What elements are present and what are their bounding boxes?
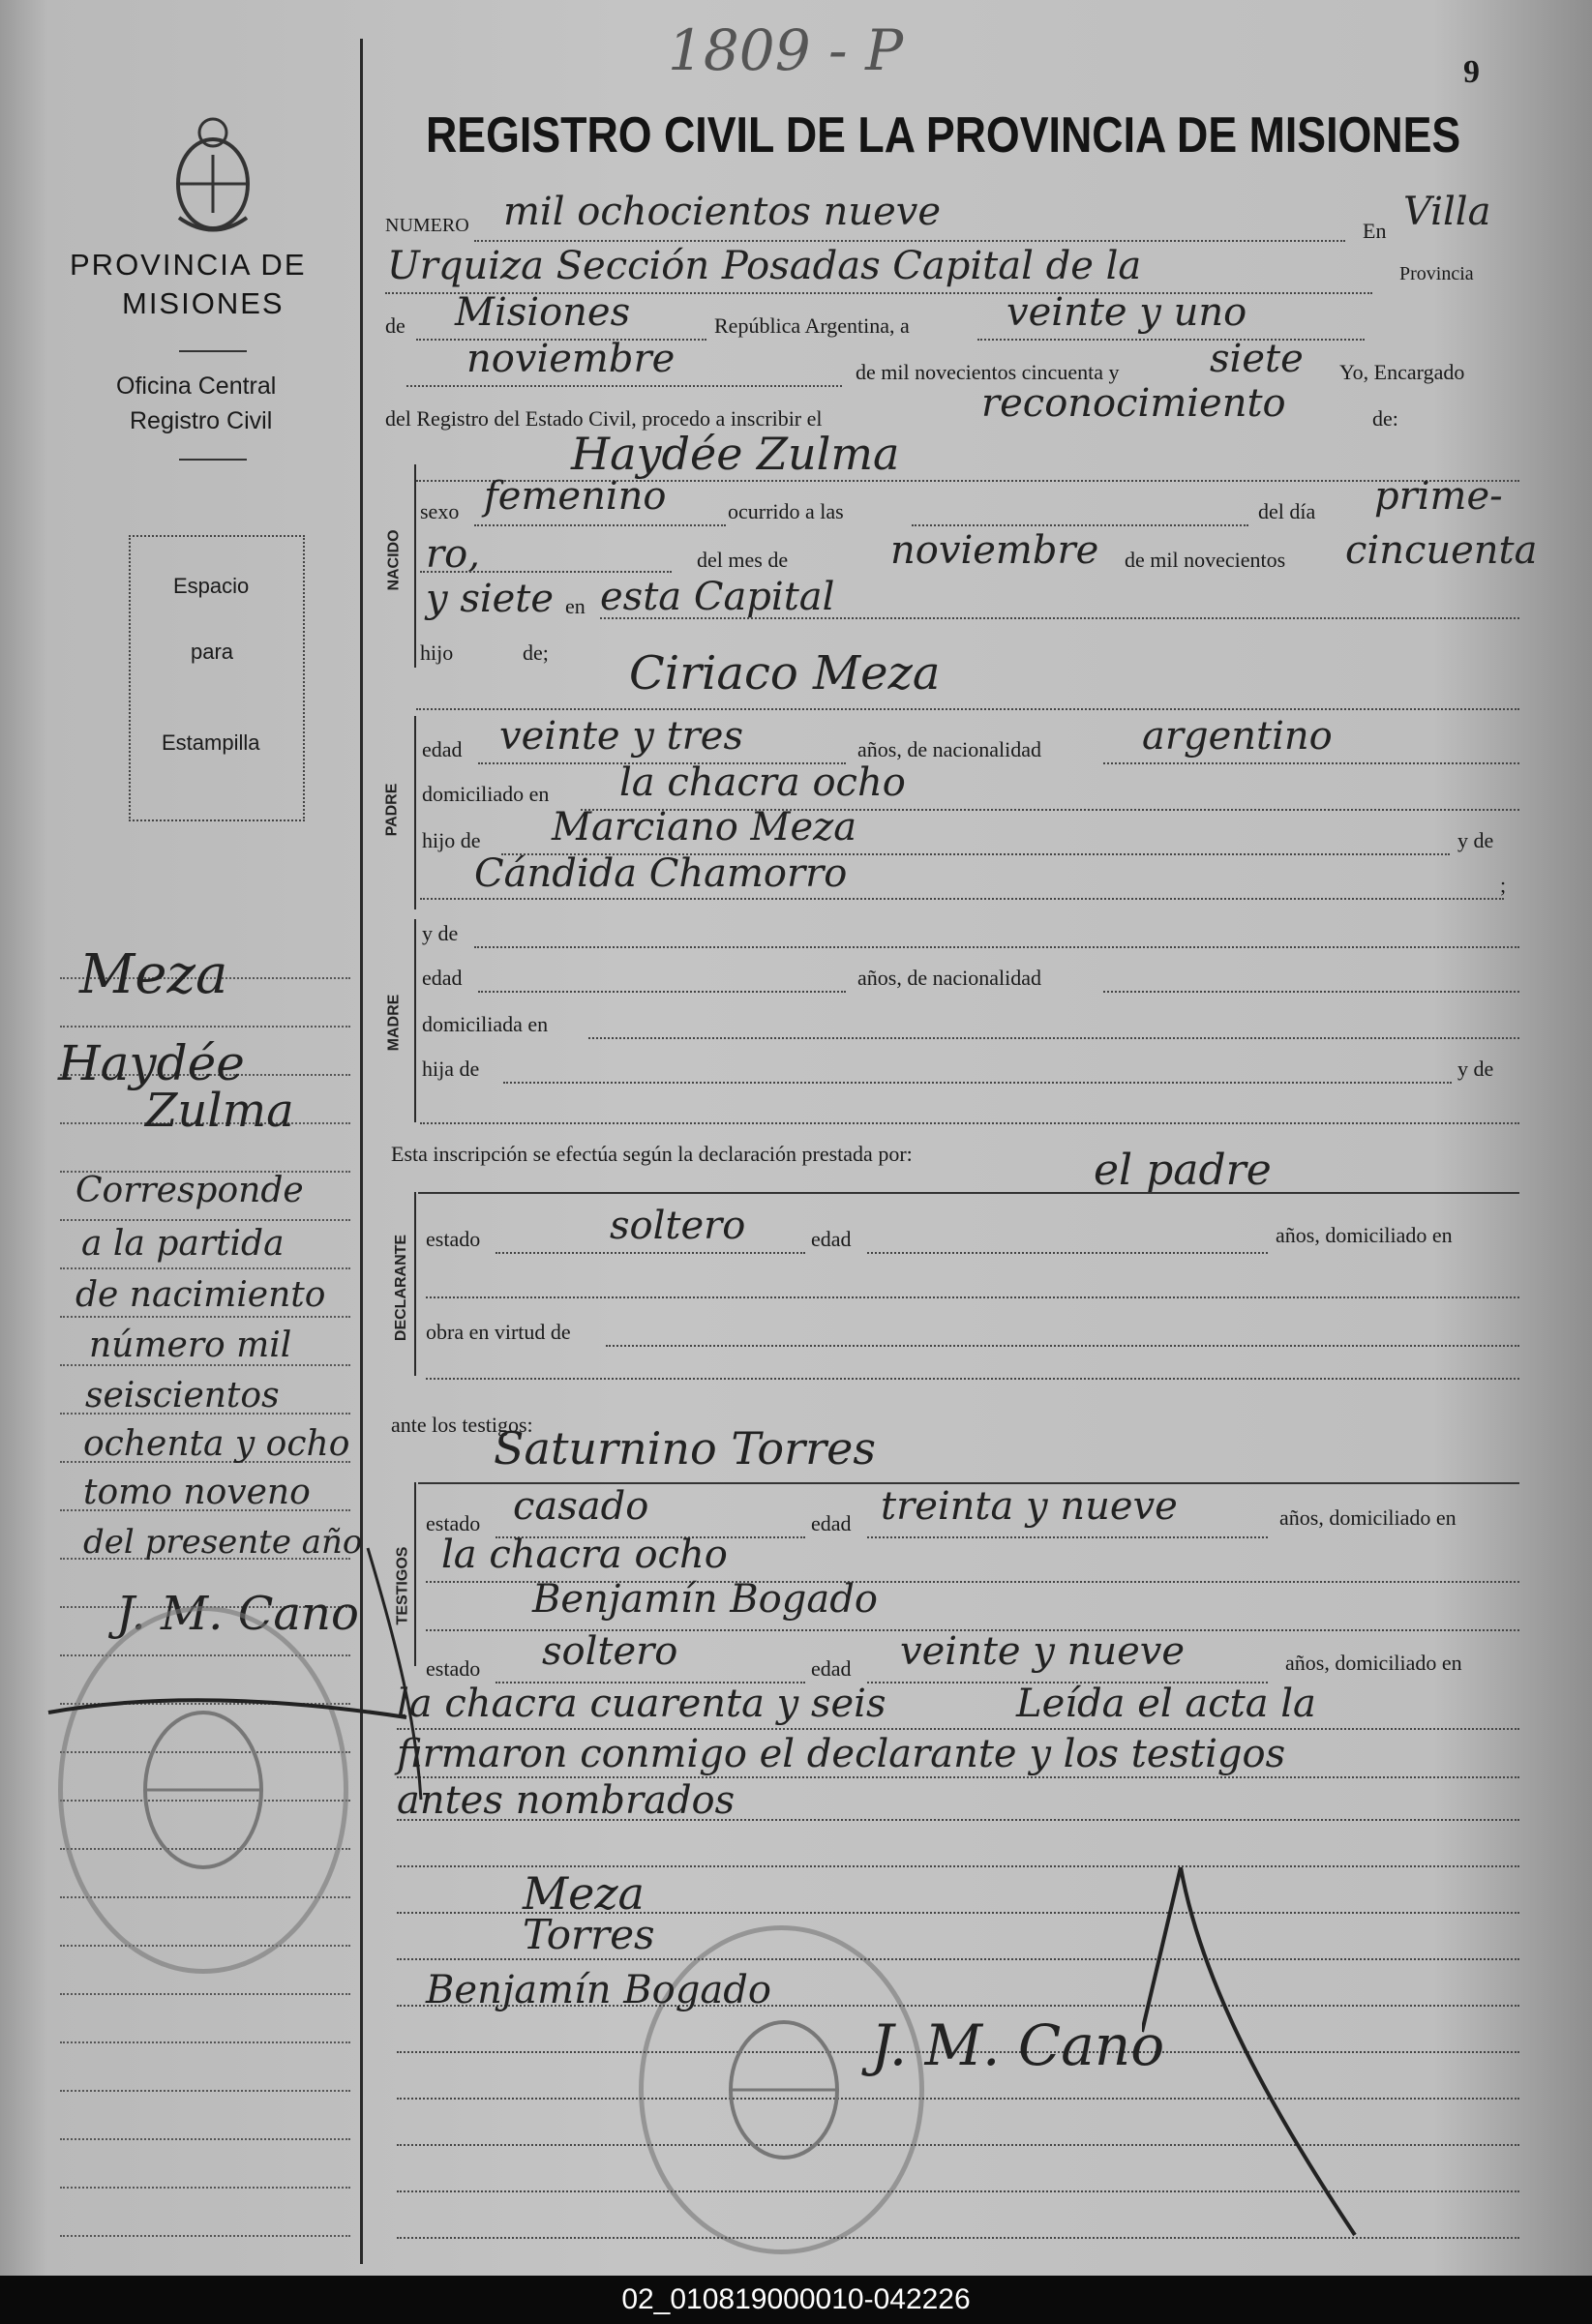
sidebar-rule-2 <box>179 459 247 461</box>
dia-line-2 <box>420 571 672 573</box>
document-title: REGISTRO CIVIL DE LA PROVINCIA DE MISIONES <box>426 107 1461 164</box>
declarante-obra-line <box>606 1345 1519 1347</box>
madre-edad-label: edad <box>422 966 463 990</box>
sidebar-ruled-line <box>60 1026 350 1028</box>
padre-mother-line <box>420 898 1504 900</box>
sidebar-ruled-line <box>60 1267 350 1269</box>
province-heading-line1: PROVINCIA DE <box>70 248 307 282</box>
padre-nac-value: argentino <box>1142 714 1333 759</box>
nacido-side-label: NACIDO <box>385 529 403 591</box>
numero-label: NUMERO <box>385 215 469 236</box>
testigo1-edad-label: edad <box>811 1511 852 1535</box>
year-label: de mil novecientos cincuenta y <box>856 360 1120 384</box>
province-heading-line2: MISIONES <box>122 286 285 320</box>
republica-label: República Argentina, a <box>714 313 910 338</box>
act-value: reconocimiento <box>981 381 1286 426</box>
madre-hija-de-label: hija de <box>422 1057 480 1081</box>
registered-name: Haydée Zulma <box>571 428 900 480</box>
madre-anos-label: años, de nacionalidad <box>857 966 1041 990</box>
testigo2-estado-value: soltero <box>542 1629 678 1674</box>
registro-label: del Registro del Estado Civil, procedo a inscribir el <box>385 406 823 431</box>
madre-domic-line <box>588 1037 1519 1039</box>
ocurrido-label: ocurrido a las <box>728 499 844 523</box>
padre-bracket <box>414 716 416 909</box>
padre-side-label: PADRE <box>383 783 401 837</box>
sidebar-ruled-line <box>60 2235 350 2237</box>
day-line <box>977 339 1365 341</box>
en-place-label: en <box>565 594 586 618</box>
sidebar-ruled-line <box>60 1993 350 1995</box>
day-value: veinte y uno <box>1006 290 1247 335</box>
declarante-edad-label: edad <box>811 1227 852 1251</box>
margin-note-line: a la partida <box>81 1224 285 1264</box>
padre-domic-label: domiciliado en <box>422 782 550 806</box>
blank-ruled-line <box>397 1819 1519 1821</box>
margin-note-line: de nacimiento <box>75 1275 326 1315</box>
madre-edad-line <box>478 991 846 993</box>
margin-note-line: Corresponde <box>75 1171 304 1210</box>
padre-semicolon: ; <box>1500 873 1507 897</box>
provincia-label: Provincia <box>1399 263 1474 284</box>
de-label: de <box>385 313 406 338</box>
testigos-label: ante los testigos: <box>391 1413 533 1437</box>
madre-y-de-label: y de <box>422 921 459 945</box>
signature-stroke-icon <box>1142 1858 1432 2245</box>
en-label: En <box>1363 219 1387 243</box>
sidebar-ruled-line <box>60 1219 350 1221</box>
madre-hija-line <box>503 1082 1452 1084</box>
madre-domic-label: domiciliada en <box>422 1012 549 1036</box>
margin-note-line: Haydée <box>58 1035 245 1091</box>
margin-note-line: del presente año <box>83 1523 363 1562</box>
birth-place-value: esta Capital <box>600 575 835 619</box>
office-line2: Registro Civil <box>130 407 273 434</box>
margin-note-line: tomo noveno <box>83 1473 311 1512</box>
padre-father-value: Marciano Meza <box>552 805 857 849</box>
padre-hijo-de-label: hijo de <box>422 828 481 852</box>
padre-edad-value: veinte y tres <box>499 714 743 759</box>
testigo2-edad-value: veinte y nueve <box>900 1629 1186 1674</box>
de2-label: de: <box>1372 406 1398 431</box>
signature-meza: Meza <box>523 1867 645 1920</box>
declarante-estado-line <box>496 1252 805 1254</box>
testigo2-name: Benjamín Bogado <box>532 1577 878 1622</box>
numero-value: mil ochocientos nueve <box>503 190 942 234</box>
dia-value: prime- <box>1374 474 1503 519</box>
place-value: Urquiza Sección Posadas Capital de la <box>387 244 1142 288</box>
stamp-box-line2: para <box>191 640 234 664</box>
declarante-bottom-line <box>426 1378 1519 1380</box>
closing-line-1: Leída el acta la <box>1016 1682 1316 1726</box>
nacido-year-value-2: y siete <box>426 577 555 621</box>
declaracion-value: el padre <box>1094 1146 1272 1195</box>
padre-nac-line <box>1103 762 1519 764</box>
madre-y-de2-label: y de <box>1457 1057 1494 1081</box>
year-value: siete <box>1210 337 1304 381</box>
margin-note-line: ochenta y ocho <box>83 1424 350 1464</box>
declarante-edad-line <box>867 1252 1268 1254</box>
madre-side-label: MADRE <box>385 994 403 1052</box>
declarante-estado-value: soltero <box>610 1204 746 1248</box>
mes-value: noviembre <box>890 528 1099 573</box>
hijo-suffix: de; <box>523 641 549 665</box>
stamp-box <box>129 535 305 821</box>
testigo1-edad-line <box>867 1536 1268 1538</box>
sidebar-ruled-line <box>60 2090 350 2092</box>
declarante-top-rule <box>418 1192 1519 1194</box>
dia-label: del día <box>1258 499 1316 523</box>
place-line-2 <box>600 617 1519 619</box>
testigo1-estado-label: estado <box>426 1511 481 1535</box>
padre-mother-value: Cándida Chamorro <box>474 851 848 896</box>
hijo-label: hijo <box>420 641 454 665</box>
padre-y-de-label: y de <box>1457 828 1494 852</box>
sexo-value: femenino <box>484 474 667 519</box>
testigo2-estado-label: estado <box>426 1656 481 1681</box>
declarante-anos-label: años, domiciliado en <box>1276 1223 1453 1247</box>
province-value: Misiones <box>455 290 631 335</box>
testigo1-anos-label: años, domiciliado en <box>1279 1505 1457 1530</box>
month-value: noviembre <box>466 337 676 381</box>
footer-code: 02_010819000010-042226 <box>0 2276 1592 2324</box>
madre-nac-line <box>1103 991 1519 993</box>
testigo1-estado-value: casado <box>513 1484 649 1529</box>
padre-name: Ciriaco Meza <box>629 646 941 700</box>
margin-note-line: Zulma <box>145 1084 294 1138</box>
stamp-box-line3: Estampilla <box>162 730 260 755</box>
novecientos-label: de mil novecientos <box>1125 548 1286 572</box>
padre-domic-value: la chacra ocho <box>619 760 906 805</box>
handwritten-reference: 1809 - P <box>668 17 904 83</box>
signature-torres: Torres <box>523 1911 655 1958</box>
nacido-year-value: cincuenta <box>1345 528 1538 573</box>
en-value: Villa <box>1403 190 1491 234</box>
sidebar-divider <box>360 39 363 2264</box>
sidebar-ruled-line <box>60 2041 350 2043</box>
signature-bogado: Benjamín Bogado <box>426 1968 771 2012</box>
sidebar-ruled-line <box>60 1316 350 1318</box>
margin-note-line: seiscientos <box>85 1376 280 1415</box>
declarante-domic-line <box>426 1296 1519 1298</box>
margin-signature: J. M. Cano <box>116 1587 359 1641</box>
testigo2-anos-label: años, domiciliado en <box>1285 1651 1462 1675</box>
sidebar-ruled-line <box>60 2138 350 2140</box>
padre-anos-label: años, de nacionalidad <box>857 737 1041 761</box>
testigo2-edad-label: edad <box>811 1656 852 1681</box>
padre-edad-label: edad <box>422 737 463 761</box>
sidebar-rule <box>179 350 247 352</box>
declarante-bracket <box>414 1192 416 1376</box>
stamp-box-line1: Espacio <box>173 574 250 598</box>
closing-line-2: firmaron conmigo el declarante y los testigos <box>397 1732 1286 1776</box>
madre-line-1 <box>474 946 1519 948</box>
padre-name-line <box>416 708 1519 710</box>
margin-note-line: Meza <box>79 943 228 1006</box>
page-number: 9 <box>1463 54 1480 90</box>
closing-line-1-rule <box>397 1728 1519 1730</box>
madre-line-last <box>420 1122 1519 1124</box>
numero-line <box>474 240 1345 242</box>
nacido-bracket <box>414 464 416 668</box>
declarante-estado-label: estado <box>426 1227 481 1251</box>
testigo1-name: Saturnino Torres <box>494 1422 876 1475</box>
dia-value-2: ro, <box>426 532 480 577</box>
sidebar-ruled-line <box>60 2187 350 2189</box>
declaracion-label: Esta inscripción se efectúa según la declaración prestada por: <box>391 1142 913 1166</box>
testigo2-domic-value: la chacra cuarenta y seis <box>397 1682 886 1726</box>
declarante-obra-label: obra en virtud de <box>426 1320 571 1344</box>
office-line1: Oficina Central <box>116 372 277 400</box>
hora-line <box>912 524 1248 526</box>
sexo-line <box>474 524 726 526</box>
declarante-side-label: DECLARANTE <box>393 1234 410 1342</box>
madre-bracket <box>414 919 416 1122</box>
closing-line-3: antes nombrados <box>397 1778 736 1823</box>
coat-of-arms-icon <box>160 111 266 237</box>
seal-emblem-icon <box>97 1664 310 1916</box>
testigo1-domic-value: la chacra ocho <box>441 1533 728 1577</box>
testigos-side-label: TESTIGOS <box>394 1546 411 1625</box>
sexo-label: sexo <box>420 499 460 523</box>
signature-official: J. M. Cano <box>871 2012 1165 2078</box>
margin-note-line: número mil <box>89 1326 292 1365</box>
testigo1-edad-value: treinta y nueve <box>881 1484 1178 1529</box>
seal-emblem-icon-2 <box>697 1983 871 2196</box>
month-line <box>406 385 842 387</box>
encargado-label: Yo, Encargado <box>1339 360 1465 384</box>
mes-label: del mes de <box>697 548 789 572</box>
